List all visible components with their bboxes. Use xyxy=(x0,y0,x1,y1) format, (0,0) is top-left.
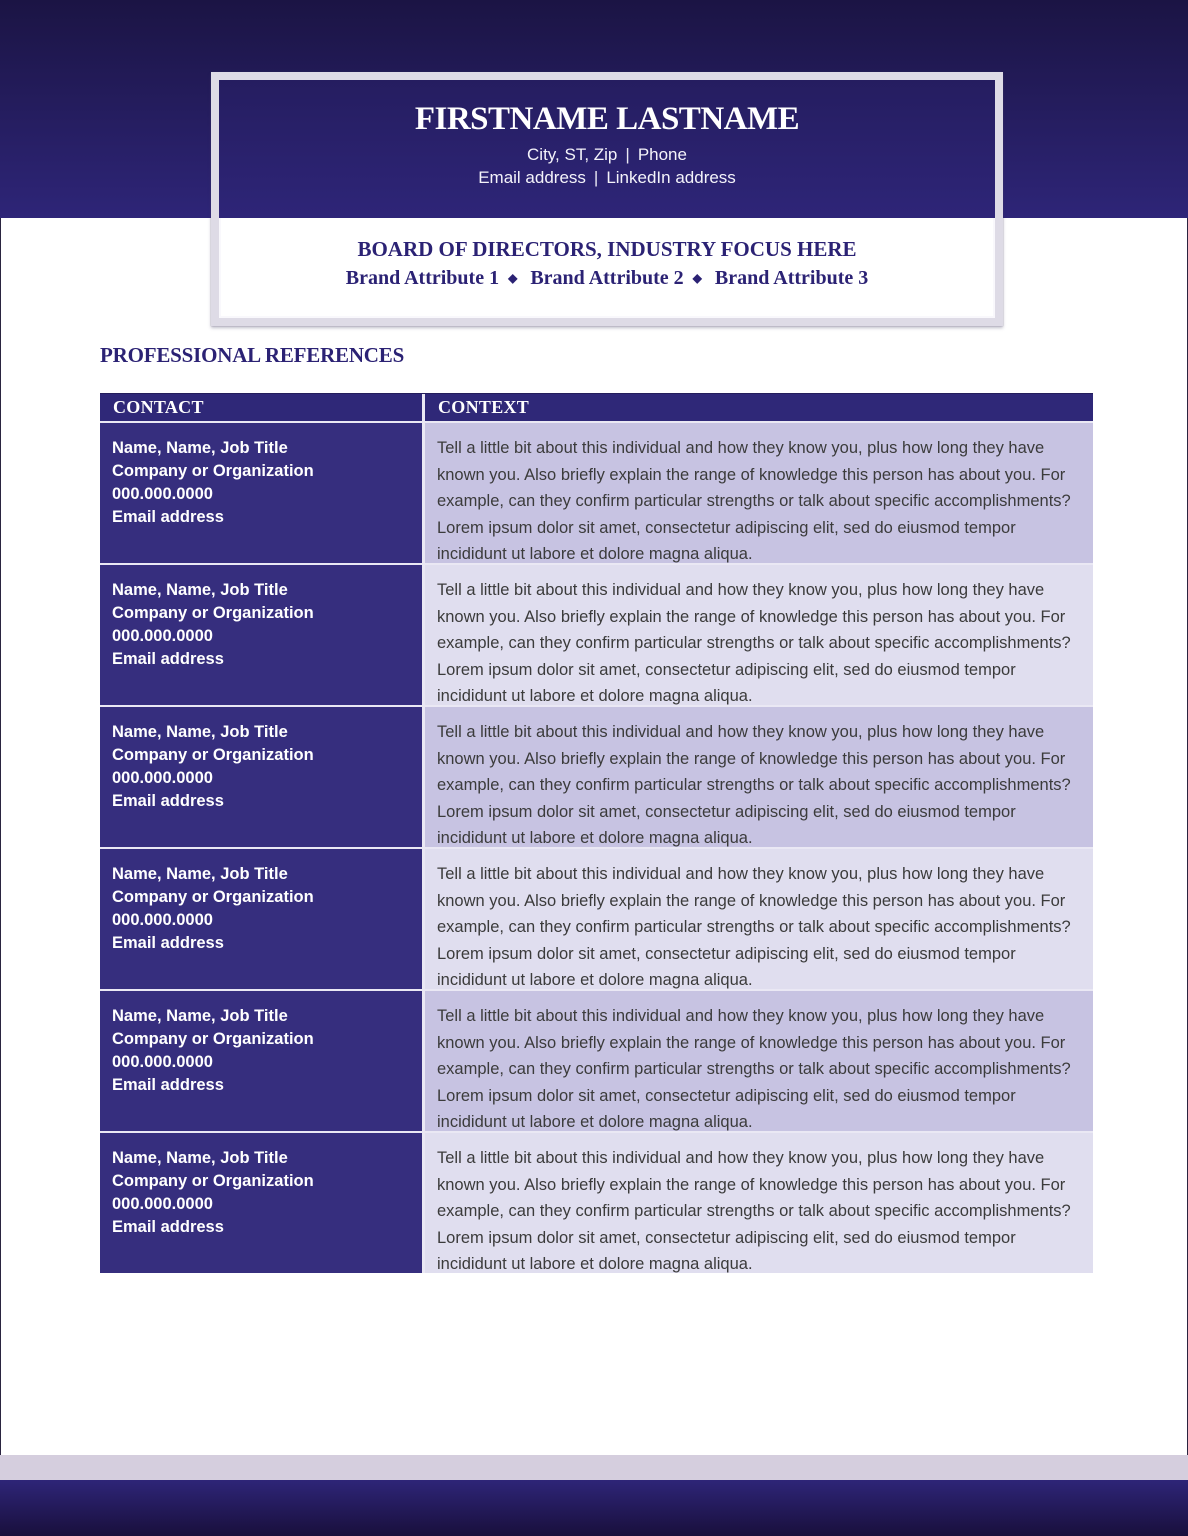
city-state-zip: City, ST, Zip xyxy=(527,145,618,164)
linkedin-address: LinkedIn address xyxy=(606,168,736,187)
table-header-row xyxy=(100,394,1093,421)
column-header-context: CONTEXT xyxy=(425,394,1093,421)
diamond-icon: ◆ xyxy=(692,271,702,285)
contact-line: Company or Organization xyxy=(112,1172,314,1190)
footer-stripe xyxy=(0,1455,1188,1480)
phone: Phone xyxy=(637,145,687,164)
brand-attribute-3: Brand Attribute 3 xyxy=(714,267,869,289)
contact-line-1 xyxy=(219,143,995,166)
contact-line: 000.000.0000 xyxy=(112,769,213,787)
contact-line-2 xyxy=(219,166,995,189)
header-box-white-section xyxy=(219,218,995,292)
table-row xyxy=(100,423,1093,563)
contact-line: 000.000.0000 xyxy=(112,485,213,503)
contact-line: 000.000.0000 xyxy=(112,911,213,929)
references-table-body xyxy=(100,423,1093,1273)
contact-line: 000.000.0000 xyxy=(112,1053,213,1071)
contact-line: Name, Name, Job Title xyxy=(112,581,288,599)
table-row xyxy=(100,991,1093,1131)
footer-gradient-band xyxy=(0,1480,1188,1536)
context-cell: Tell a little bit about this individual and how they know you, plus how long they have known you. Also briefly explain the range of knowledge this person has about you. For example, can they confirm particular strengths or talk about specific accomplishments? Lorem ipsum dolor sit amet, consectetur adipiscing elit, sed do eiusmod tempor incididunt ut labore et dolore magna aliqua. xyxy=(425,991,1093,1131)
contact-line: Name, Name, Job Title xyxy=(112,1149,288,1167)
contact-line: Email address xyxy=(112,1076,224,1094)
contact-cell xyxy=(100,1133,422,1273)
column-header-contact: CONTACT xyxy=(100,394,422,421)
header-box-purple-section xyxy=(219,80,995,218)
contact-line: Company or Organization xyxy=(112,746,314,764)
email-address: Email address xyxy=(478,168,586,187)
contact-line: Email address xyxy=(112,934,224,952)
brand-attributes xyxy=(219,265,995,292)
brand-attribute-1: Brand Attribute 1 xyxy=(345,267,500,289)
contact-cell xyxy=(100,707,422,847)
contact-line: Email address xyxy=(112,650,224,668)
contact-cell xyxy=(100,849,422,989)
contact-cell xyxy=(100,991,422,1131)
table-row xyxy=(100,565,1093,705)
contact-line: 000.000.0000 xyxy=(112,627,213,645)
contact-line: Name, Name, Job Title xyxy=(112,865,288,883)
references-table xyxy=(100,393,1093,1273)
contact-line: Name, Name, Job Title xyxy=(112,439,288,457)
section-title: PROFESSIONAL REFERENCES xyxy=(100,343,405,367)
context-cell: Tell a little bit about this individual and how they know you, plus how long they have known you. Also briefly explain the range of knowledge this person has about you. For example, can they confirm particular strengths or talk about specific accomplishments? Lorem ipsum dolor sit amet, consectetur adipiscing elit, sed do eiusmod tempor incididunt ut labore et dolore magna aliqua. xyxy=(425,1133,1093,1273)
person-name: FIRSTNAME LASTNAME xyxy=(414,101,800,137)
contact-line: Company or Organization xyxy=(112,462,314,480)
contact-line: Company or Organization xyxy=(112,888,314,906)
context-cell: Tell a little bit about this individual and how they know you, plus how long they have known you. Also briefly explain the range of knowledge this person has about you. For example, can they confirm particular strengths or talk about specific accomplishments? Lorem ipsum dolor sit amet, consectetur adipiscing elit, sed do eiusmod tempor incididunt ut labore et dolore magna aliqua. xyxy=(425,565,1093,705)
contact-line: Company or Organization xyxy=(112,1030,314,1048)
contact-line: Name, Name, Job Title xyxy=(112,723,288,741)
diamond-icon: ◆ xyxy=(508,271,518,285)
table-row xyxy=(100,1133,1093,1273)
contact-cell xyxy=(100,423,422,563)
contact-line: Email address xyxy=(112,1218,224,1236)
brand-attribute-2: Brand Attribute 2 xyxy=(530,267,684,289)
header-box xyxy=(211,72,1003,326)
context-cell: Tell a little bit about this individual and how they know you, plus how long they have known you. Also briefly explain the range of knowledge this person has about you. For example, can they confirm particular strengths or talk about specific accomplishments? Lorem ipsum dolor sit amet, consectetur adipiscing elit, sed do eiusmod tempor incididunt ut labore et dolore magna aliqua. xyxy=(425,423,1093,563)
contact-line: Name, Name, Job Title xyxy=(112,1007,288,1025)
contact-line: 000.000.0000 xyxy=(112,1195,213,1213)
board-title: BOARD OF DIRECTORS, INDUSTRY FOCUS HERE xyxy=(357,237,857,261)
table-row xyxy=(100,849,1093,989)
context-cell: Tell a little bit about this individual and how they know you, plus how long they have known you. Also briefly explain the range of knowledge this person has about you. For example, can they confirm particular strengths or talk about specific accomplishments? Lorem ipsum dolor sit amet, consectetur adipiscing elit, sed do eiusmod tempor incididunt ut labore et dolore magna aliqua. xyxy=(425,849,1093,989)
context-cell: Tell a little bit about this individual and how they know you, plus how long they have known you. Also briefly explain the range of knowledge this person has about you. For example, can they confirm particular strengths or talk about specific accomplishments? Lorem ipsum dolor sit amet, consectetur adipiscing elit, sed do eiusmod tempor incididunt ut labore et dolore magna aliqua. xyxy=(425,707,1093,847)
pipe-separator: | xyxy=(625,145,630,164)
contact-line: Email address xyxy=(112,792,224,810)
table-row xyxy=(100,707,1093,847)
contact-cell xyxy=(100,565,422,705)
contact-line: Email address xyxy=(112,508,224,526)
pipe-separator: | xyxy=(593,168,599,187)
contact-line: Company or Organization xyxy=(112,604,314,622)
